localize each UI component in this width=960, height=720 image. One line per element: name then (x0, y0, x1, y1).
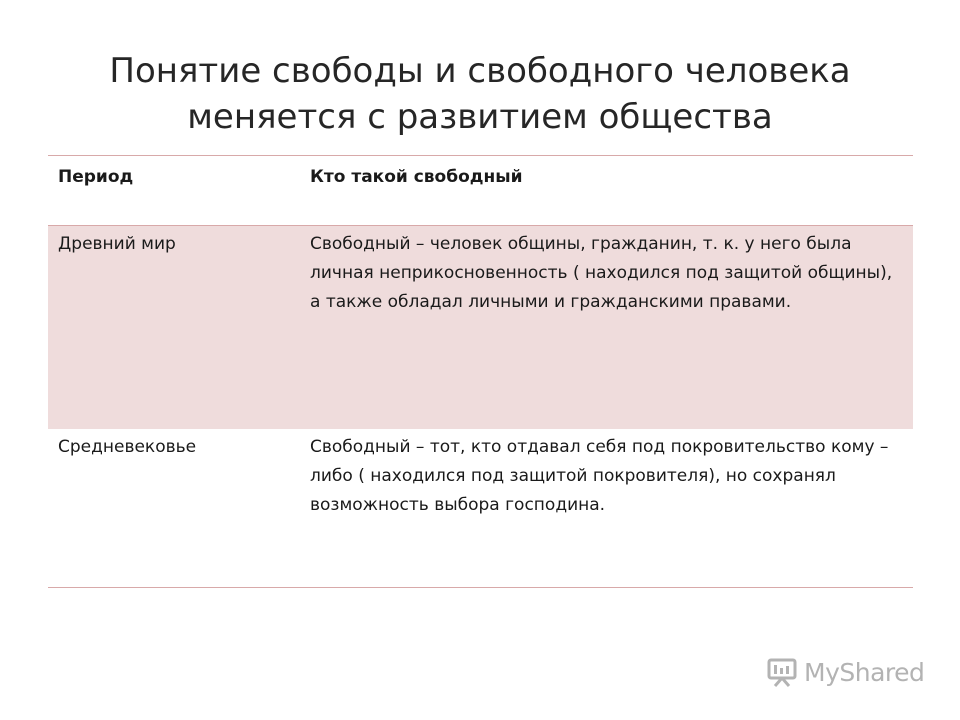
header-who-is-free: Кто такой свободный (310, 167, 523, 187)
table-row (48, 226, 913, 429)
presentation-board-icon (766, 656, 798, 688)
header-period: Период (58, 167, 134, 187)
slide-title: Понятие свободы и свободного человека меняется с развитием общества (109, 51, 851, 137)
myshared-watermark (766, 656, 924, 688)
table-header-row (48, 156, 913, 226)
row-period: Средневековье (58, 437, 197, 457)
row-description: Свободный – тот, кто отдавал себя под покровительство кому – либо ( находился под защитой покровителя), но сохранял возможность выбора господина. (310, 437, 889, 515)
row-description: Свободный – человек общины, гражданин, т. к. у него была личная неприкосновенность ( находился под защитой общины), а также обладал личными и гражданскими правами. (310, 234, 893, 312)
watermark-text: MyShared (804, 657, 925, 687)
table-row (48, 429, 913, 587)
freedom-table (48, 155, 913, 588)
row-period: Древний мир (58, 234, 176, 254)
